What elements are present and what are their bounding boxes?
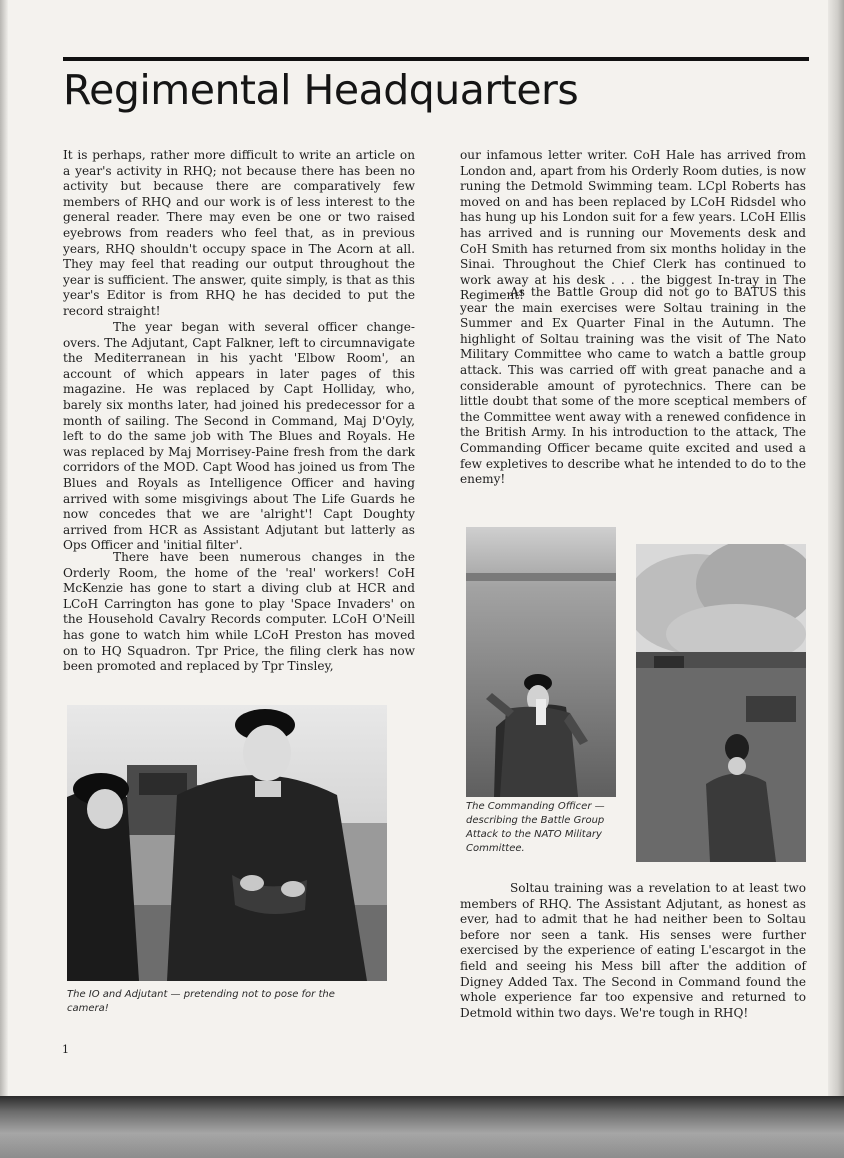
article-paragraph: As the Battle Group did not go to BATUS this year the main exercises were Soltau training in the Summer and Ex Quarter Final in the Autumn. The highlight of Soltau training was the visit of The Nato Military Committee who came to watch a battle group attack. This was carried off with great panache and a considerable amount of pyrotechnics. There can be little doubt that some of the more sceptical members of the Committee went away with a renewed confidence in the British Army. In his introduction to the attack, The Commanding Officer became quite excited and used a few expletives to describe what he intended to do to the enemy! [460, 285, 806, 487]
article-paragraph: There have been numerous changes in the Orderly Room, the home of the 'real' workers! CoH McKenzie has gone to start a diving club at HCR and LCoH Carrington has gone to play 'Space Invaders' on the Household Cavalry Records computer. LCoH O'Neill has gone to watch him while LCoH Preston has moved on to HQ Squadron. Tpr Price, the filing clerk has now been promoted and replaced by Tpr Tinsley, [63, 550, 415, 674]
photo-commanding-officer [466, 527, 616, 797]
article-paragraph: The year began with several officer change-overs. The Adjutant, Capt Falkner, left to circumnavigate the Mediterranean in his yacht 'Elbow Room', an account of which appears in later pages of this magazine. He was replaced by Capt Holliday, who, barely six months later, had joined his predecessor for a month of sailing. The Second in Command, Maj D'Oyly, left to do the same job with The Blues and Royals. He was replaced by Maj Morrisey-Paine fresh from the dark corridors of the MOD. Capt Wood has joined us from The Blues and Royals as Intelligence Officer and having arrived with some misgivings about The Life Guards he now concedes that we are 'alright'! Capt Doughty arrived from HCR as Assistant Adjutant but latterly as Ops Officer and 'initial filter'. [63, 320, 415, 553]
article-paragraph: It is perhaps, rather more difficult to write an article on a year's activity in RHQ; not because there has been no activity but because there are comparatively few members of RHQ and our work is of less interest to the general reader. There may even be one or two raised eyebrows from readers who feel that, as in previous years, RHQ shouldn't occupy space in The Acorn at all. They may feel that reading our output throughout the year is sufficient. The answer, quite simply, is that as this year's Editor is from RHQ he has decided to put the record straight! [63, 148, 415, 318]
page-title: Regimental Headquarters [63, 66, 579, 114]
header-rule [63, 57, 809, 61]
page-edge-left [0, 0, 8, 1100]
page-number: 1 [62, 1043, 69, 1056]
photo-battle-group-attack-image [636, 544, 806, 862]
photo-caption-io-adjutant: The IO and Adjutant — pretending not to pose for the camera! [67, 989, 335, 1014]
article-paragraph: our infamous letter writer. CoH Hale has arrived from London and, apart from his Orderly Room duties, is now runing the Detmold Swimming team. LCpl Roberts has moved on and has been replaced by LCoH Ridsdel who has hung up his London suit for a few years. LCoH Ellis has arrived and is running our Movements desk and CoH Smith has returned from six months holiday in the Sinai. Throughout the Chief Clerk has continued to work away at his desk . . . the biggest In-tray in The Regiment! [460, 148, 806, 303]
photo-commanding-officer-image [466, 527, 616, 797]
page-edge-right [828, 0, 844, 1100]
photo-caption-commanding-officer: The Commanding Officer — describing the Battle Group Attack to the NATO Military Committee. [466, 801, 605, 854]
article-paragraph: Soltau training was a revelation to at least two members of RHQ. The Assistant Adjutant, as honest as ever, had to admit that he had neither been to Soltau before nor seen a tank. His senses were further exercised by the experience of eating L'escargot in the field and seeing his Mess bill after the addition of Digney Added Tax. The Second in Command found the whole experience far too expensive and returned to Detmold within two days. We're tough in RHQ! [460, 881, 806, 1020]
page-bottom-edge [0, 1096, 844, 1158]
photo-io-and-adjutant-image [67, 705, 387, 981]
photo-io-and-adjutant [67, 705, 387, 981]
photo-battle-group-attack [636, 544, 806, 862]
